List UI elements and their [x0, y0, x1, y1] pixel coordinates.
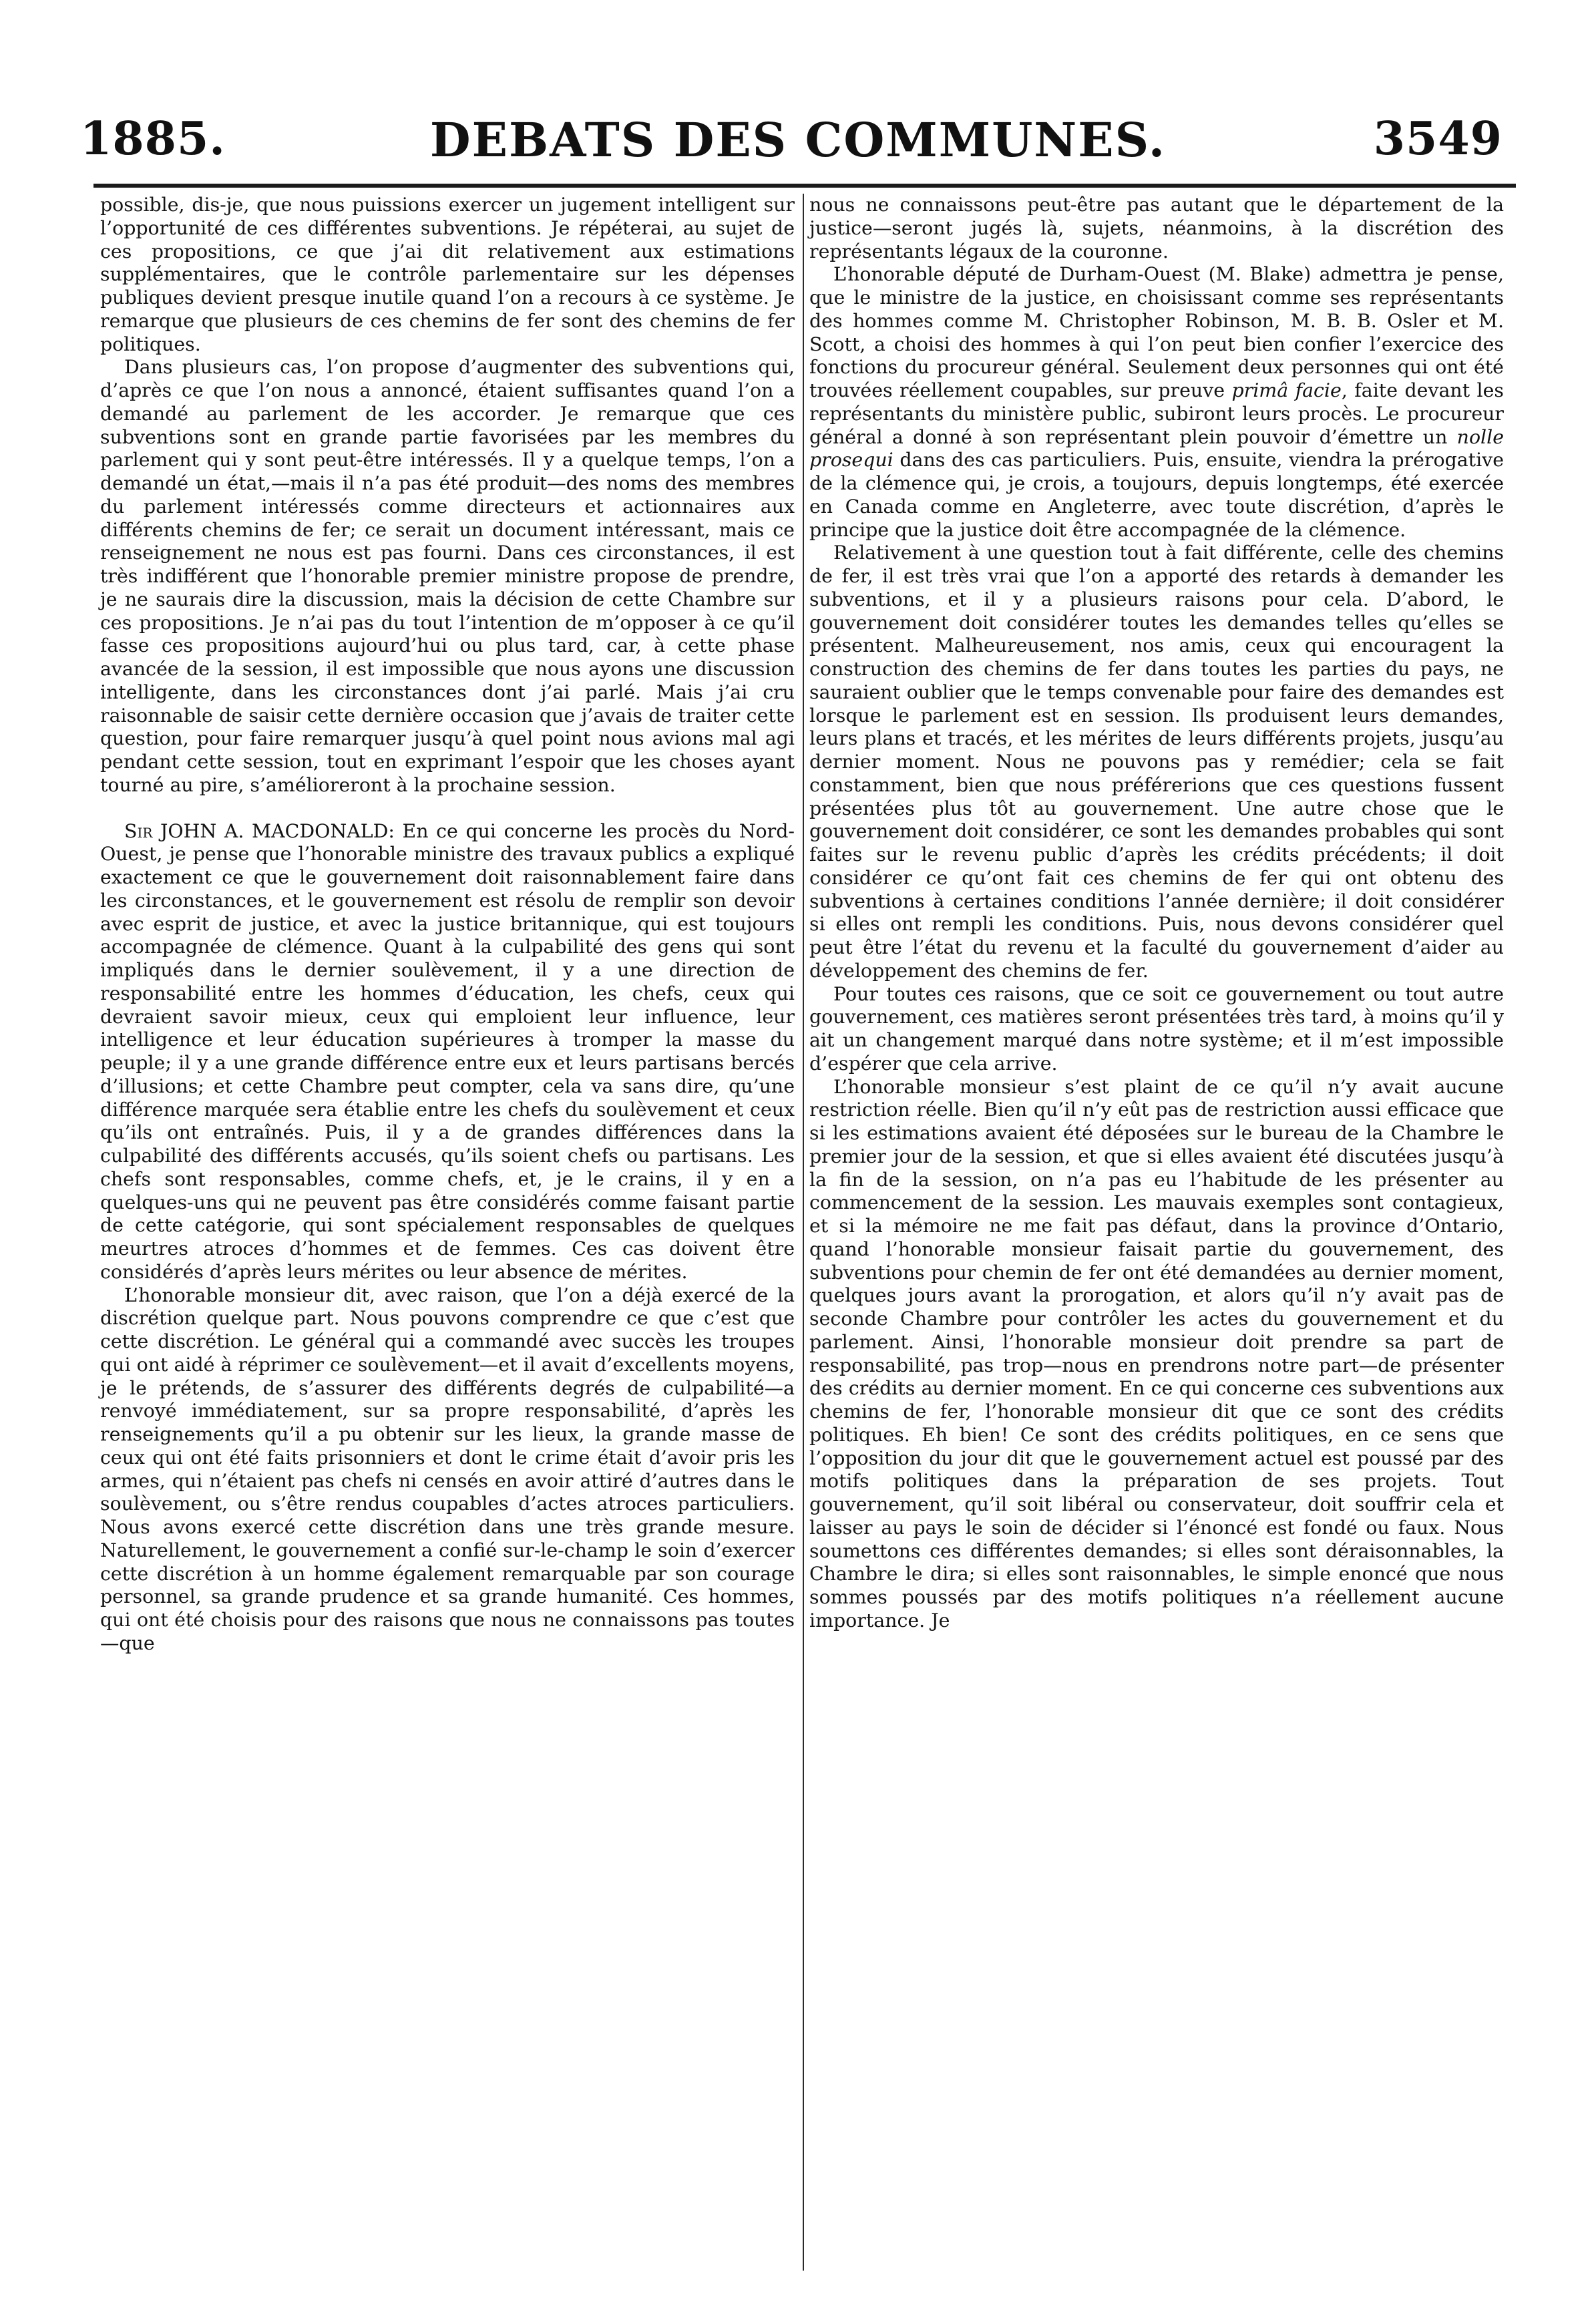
paragraph: L’honorable monsieur dit, avec raison, que l’on a déjà exercé de la discrétion quelque part. Nous pouvons comprendre ce que c’est que cette discrétion. Le général qui a commandé avec succès les troupes qui ont aidé à réprimer ce soulèvement—et il avait d’excellents moyens, je le prétends, de s’assurer des différents degrés de culpabilité—a renvoyé immédiatement, sur sa propre responsabilité, d’après les renseignements qu’il a pu obtenir sur les lieux, la grande masse de ceux qui ont été faits prisonniers et dont le crime était d’avoir pris les armes, qui n’étaient pas chefs ni censés en avoir attiré d’autres dans le soulèvement, ou s’être rendus coupables d’actes atroces particuliers. Nous avons exercé cette discrétion dans une très grande mesure. Naturellement, le gouvernement a confié sur-le-champ le soin d’exercer cette discrétion à un homme également remarquable par son courage personnel, sa grande prudence et sa grande humanité. Ces hommes, qui ont été choisis pour des raisons que nous ne connaissons pas toutes—que	[100, 1284, 795, 1654]
paragraph: L’honorable monsieur s’est plaint de ce qu’il n’y avait aucune restriction réelle. Bien qu’il n’y eût pas de restriction aussi efficace que si les estimations avaient été déposées sur le bureau de la Chambre le premier jour de la session, et que si elles avaient été discutées jusqu’à la fin de la session, on n’a pas eu l’habitude de les présenter au commencement de la session. Les mauvais exemples sont contagieux, et si la mémoire ne me fait pas défaut, dans la province d’Ontario, quand l’honorable monsieur faisait partie du gouvernement, des subventions pour chemin de fer ont été demandées au dernier moment, quelques jours avant la prorogation, et alors qu’il n’y avait pas de seconde Chambre pour contrôler les actes du gouvernement et du parlement. Ainsi, l’honorable monsieur doit prendre sa part de responsabilité, pas trop—nous en prendrons notre part—de présenter des crédits au dernier moment. En ce qui concerne ces subventions aux chemins de fer, l’honorable monsieur dit que ce sont des crédits politiques. Eh bien! Ce sont des crédits politiques, en ce sens que l’opposition du jour dit que le gouvernement actuel est poussé par des motifs politiques dans la préparation de ses projets. Tout gouvernement, qu’il soit libéral ou conservateur, doit souffrir cela et laisser au pays le soin de décider si l’énoncé est fondé ou faux. Nous soumettons ces différentes demandes; si elles sont déraisonnables, la Chambre le dira; si elles sont raisonnables, le simple enoncé que nous sommes poussés par des motifs politiques n’a réellement aucune importance. Je	[809, 1075, 1504, 1631]
column-divider	[803, 194, 804, 2271]
paragraph: Relativement à une question tout à fait différente, celle des chemins de fer, il est très vrai que l’on a apporté des retards à demander les subventions, et il y a plusieurs raisons pour cela. D’abord, le gouvernement doit considérer toutes les demandes telles qu’elles se présentent. Malheureusement, nos amis, ceux qui encouragent la construction des chemins de fer dans toutes les parties du pays, ne sauraient oublier que le temps convenable pour faire des demandes est lorsque le parlement est en session. Ils produisent leurs demandes, leurs plans et tracés, et les mérites de leurs différents projets, jusqu’au dernier moment. Nous ne pouvons pas y remédier; cela se fait constamment, bien que nous préférerions que ces questions fussent présentées plus tôt au gouvernement. Une autre chose que le gouvernement doit considérer, ce sont les demandes probables qui sont faites sur le revenu public d’après les crédits précédents; il doit considérer ce qu’ont fait ces chemins de fer qui ont obtenu des subventions à certaines conditions l’année dernière; il doit considérer si elles ont rempli les conditions. Puis, nous devons considérer quel peut être l’état du revenu et la faculté du gouvernement d’aider au développement des chemins de fer.	[809, 542, 1504, 982]
header-year: 1885.	[80, 112, 226, 166]
right-column	[809, 194, 1504, 1633]
text-segment: , faite devant les représentants du ministère public, subiront leurs procès. Le procureur général a donné à son représentant plein pouvoir d’émettre un	[809, 379, 1504, 448]
left-column	[100, 194, 795, 1656]
paragraph: Pour toutes ces raisons, que ce soit ce gouvernement ou tout autre gouvernement, ces matières seront présentées très tard, à moins qu’il y ait un changement marqué dans notre système; et il m’est impossible d’espérer que cela arrive.	[809, 982, 1504, 1075]
speech-text: : En ce qui concerne les procès du Nord-Ouest, je pense que l’honorable ministre des travaux publics a expliqué exactement ce que le gouvernement doit raisonnablement faire dans les circonstances, et le gouvernement est résolu de remplir son devoir avec esprit de justice, et avec la justice britannique, qui est toujours accompagnée de clémence. Quant à la culpabilité des gens qui sont impliqués dans le dernier soulèvement, il y a une direction de responsabilité entre les hommes d’éducation, les chefs, ceux qui devraient savoir mieux, ceux qui emploient leur influence, leur intelligence et leur éducation supérieures à tromper la masse du peuple; il y a une grande différence entre eux et leurs partisans bercés d’illusions; et cette Chambre peut compter, cela va sans dire, qu’une différence marquée sera établie entre les chefs du soulèvement et ceux qu’ils ont entraînés. Puis, il y a de grandes différences dans la culpabilité des différents accusés, qu’ils soient chefs ou partisans. Les chefs sont responsables, comme chefs, et, je le crains, il y en a quelques-uns qui ne peuvent pas être considérés comme faisant partie de cette catégorie, qui sont spécialement responsables de quelques meurtres atroces d’hommes et de femmes. Ces cas doivent être considérés d’après leurs mérites ou leur absence de mérites.	[100, 819, 795, 1283]
text-segment: L’honorable député de Durham-Ouest (M. Blake) admettra je pense, que le ministre de la justice, en choisissant comme ses représentants des hommes comme M. Christopher Robinson, M. B. B. Osler et M. Scott, a choisi des hommes à qui l’on peut bien confier l’exercice des fonctions du procureur général. Seulement deux personnes qui ont été trouvées réellement coupables, sur preuve	[809, 263, 1504, 401]
header-rule	[93, 184, 1516, 188]
latin-phrase: nolle prosequi	[809, 425, 1504, 471]
paragraph: Dans plusieurs cas, l’on propose d’augmenter des subventions qui, d’après ce que l’on nous a annoncé, étaient suffisantes quand l’on a demandé au parlement de les accorder. Je remarque que ces subventions sont en grande partie favorisées par les membres du parlement qui y sont peut-être intéressés. Il y a quelque temps, l’on a demandé un état,—mais il n’a pas été produit—des noms des membres du parlement intéressés comme directeurs et actionnaires aux différents chemins de fer; ce serait un document intéressant, mais ce renseignement ne nous est pas fourni. Dans ces circonstances, il est très indifférent que l’honorable premier ministre propose de prendre, je ne saurais dire la discussion, mais la décision de cette Chambre sur ces propositions. Je n’ai pas du tout l’intention de m’opposer à ce qu’il fasse ces propositions aujourd’hui ou plus tard, car, à cette phase avancée de la session, il est impossible que nous ayons une discussion intelligente, dans les circonstances dont j’ai parlé. Mais j’ai cru raisonnable de saisir cette dernière occasion que j’avais de traiter cette question, pour faire remarquer jusqu’à quel point nous avions mal agi pendant cette session, tout en exprimant l’espoir que les choses ayant tourné au pire, s’amélioreront à la prochaine session.	[100, 356, 795, 796]
speech-macdonald	[100, 820, 795, 1284]
latin-phrase: primâ facie	[1231, 379, 1342, 401]
paragraph: possible, dis-je, que nous puissions exercer un jugement intelligent sur l’opportunité de ces différentes subventions. Je répéterai, au sujet de ces propositions, ce que j’ai dit relativement aux estimations supplémentaires, que le contrôle parlementaire sur les dépenses publiques devient presque inutile quand l’on a recours à ce système. Je remarque que plusieurs de ces chemins de fer sont des chemins de fer politiques.	[100, 194, 795, 355]
header-title: DEBATS DES COMMUNES.	[429, 112, 1167, 168]
paragraph: nous ne connaissons peut-être pas autant que le département de la justice—seront jugés là, sujets, néanmoins, à la discrétion des représentants légaux de la couronne.	[809, 194, 1504, 262]
header-page-number: 3549	[1373, 112, 1503, 166]
paragraph	[809, 263, 1504, 542]
speaker-name: Sir JOHN A. MACDONALD	[124, 819, 389, 842]
text-segment: dans des cas particuliers. Puis, ensuite, viendra la prérogative de la clémence qui, je crois, a toujours, depuis longtemps, été exercée en Canada comme en Angleterre, avec toute discrétion, d’après le principe que la justice doit être accompagnée de la clémence.	[809, 449, 1504, 541]
